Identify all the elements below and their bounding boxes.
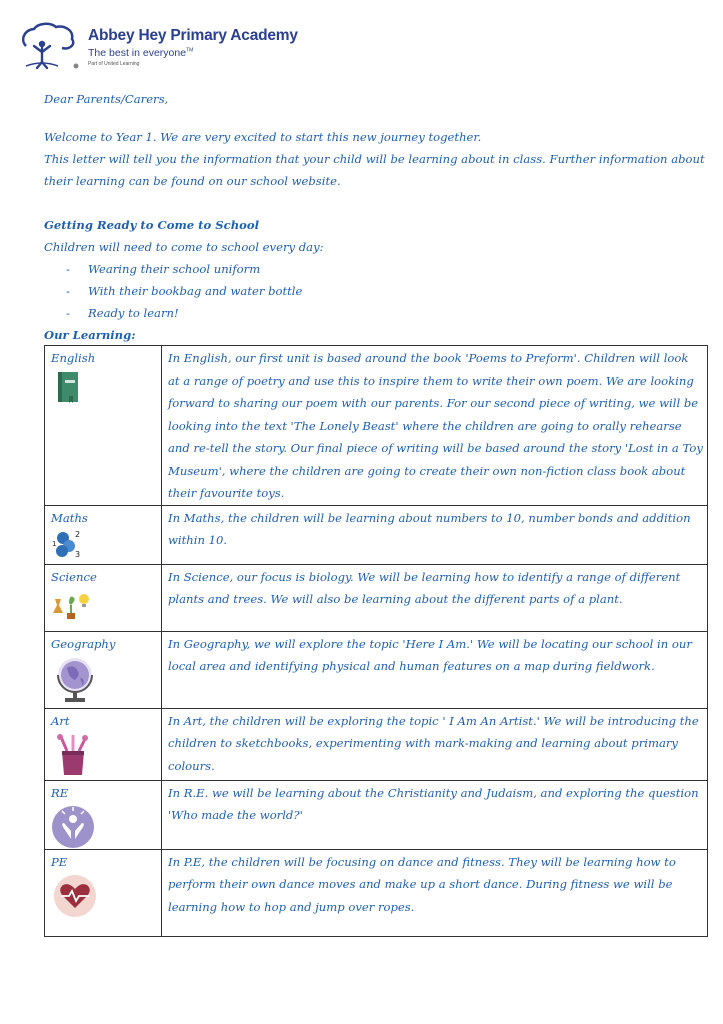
- subject-description: In Geography, we will explore the topic 'Here I Am.' We will be locating our school in our local area and identifying physical and human features on a map during fieldwork.: [168, 636, 692, 673]
- list-item: - Ready to learn!: [66, 306, 179, 320]
- table-row: [45, 346, 708, 506]
- learning-table: [44, 345, 708, 937]
- learning-heading: Our Learning:: [44, 328, 136, 342]
- praying-hands-icon: [51, 805, 95, 849]
- svg-text:2: 2: [75, 529, 81, 539]
- table-row: [45, 564, 708, 631]
- school-logo: [18, 20, 298, 72]
- subject-description: In English, our first unit is based around the book 'Poems to Preform'. Children will look at a range of poetry and use this to inspire them to write their own poem. We are looking forward to sharing our poem with our parents. For our second piece of writing, we will be looking into the text 'The Lonely Beast' where the children are going to orally rehearse and re-tell the story. Our final piece of writing will be based around the story 'Lost in a Toy Museum', where the children are going to create their own non-fiction class book about their favourite toys.: [168, 351, 703, 500]
- table-row: [45, 708, 708, 780]
- intro-line-3: their learning can be found on our school website.: [44, 174, 341, 188]
- table-row: [45, 631, 708, 708]
- subject-name: Maths: [51, 510, 88, 525]
- table-row: [45, 849, 708, 936]
- ready-heading: Getting Ready to Come to School: [44, 218, 259, 232]
- subject-name: English: [51, 351, 96, 365]
- intro-line-1: Welcome to Year 1. We are very excited to start this new journey together.: [44, 130, 482, 144]
- book-icon: [55, 370, 81, 404]
- table-row: [45, 505, 708, 564]
- globe-icon: [53, 656, 97, 704]
- subject-name: Geography: [51, 636, 116, 651]
- paintbrush-pot-icon: [55, 733, 91, 777]
- subject-description: In Art, the children will be exploring the topic ' I Am An Artist.' We will be introducing the children to sketchbooks, experimenting with mark-making and learning about primary colours.: [168, 713, 699, 773]
- table-row: [45, 780, 708, 849]
- maths-symbols-icon: [51, 530, 85, 558]
- school-tagline: The best in everyone™: [88, 47, 194, 59]
- subject-description: In P.E, the children will be focusing on dance and fitness. They will be learning how to perform their own dance moves and make up a short dance. During fitness we will be learning how to hop and jump over ropes.: [168, 854, 676, 914]
- list-item: - Wearing their school uniform: [66, 262, 261, 276]
- greeting: Dear Parents/Carers,: [44, 92, 169, 106]
- subject-name: Art: [51, 713, 70, 728]
- heart-pulse-icon: [53, 874, 97, 918]
- subject-name: Science: [51, 569, 97, 584]
- subject-description: In Science, our focus is biology. We will be learning how to identify a range of different plants and trees. We will also be learning about the different parts of a plant.: [168, 569, 681, 606]
- list-item: - With their bookbag and water bottle: [66, 284, 303, 298]
- svg-text:1: 1: [52, 539, 57, 548]
- subject-name: RE: [51, 785, 69, 800]
- intro-line-2: This letter will tell you the information that your child will be learning about in class. Further information about: [44, 152, 705, 166]
- subject-description: In Maths, the children will be learning about numbers to 10, number bonds and addition within 10.: [168, 510, 691, 547]
- tree-logo-icon: [18, 22, 82, 70]
- subject-name: PE: [51, 854, 68, 869]
- ready-intro: Children will need to come to school every day:: [44, 240, 324, 254]
- svg-text:3: 3: [75, 549, 81, 558]
- trust-name: Part of United Learning: [88, 61, 140, 67]
- subject-description: In R.E. we will be learning about the Christianity and Judaism, and exploring the question 'Who made the world?': [168, 785, 699, 822]
- school-name: Abbey Hey Primary Academy: [88, 27, 298, 44]
- science-icon: [51, 589, 91, 621]
